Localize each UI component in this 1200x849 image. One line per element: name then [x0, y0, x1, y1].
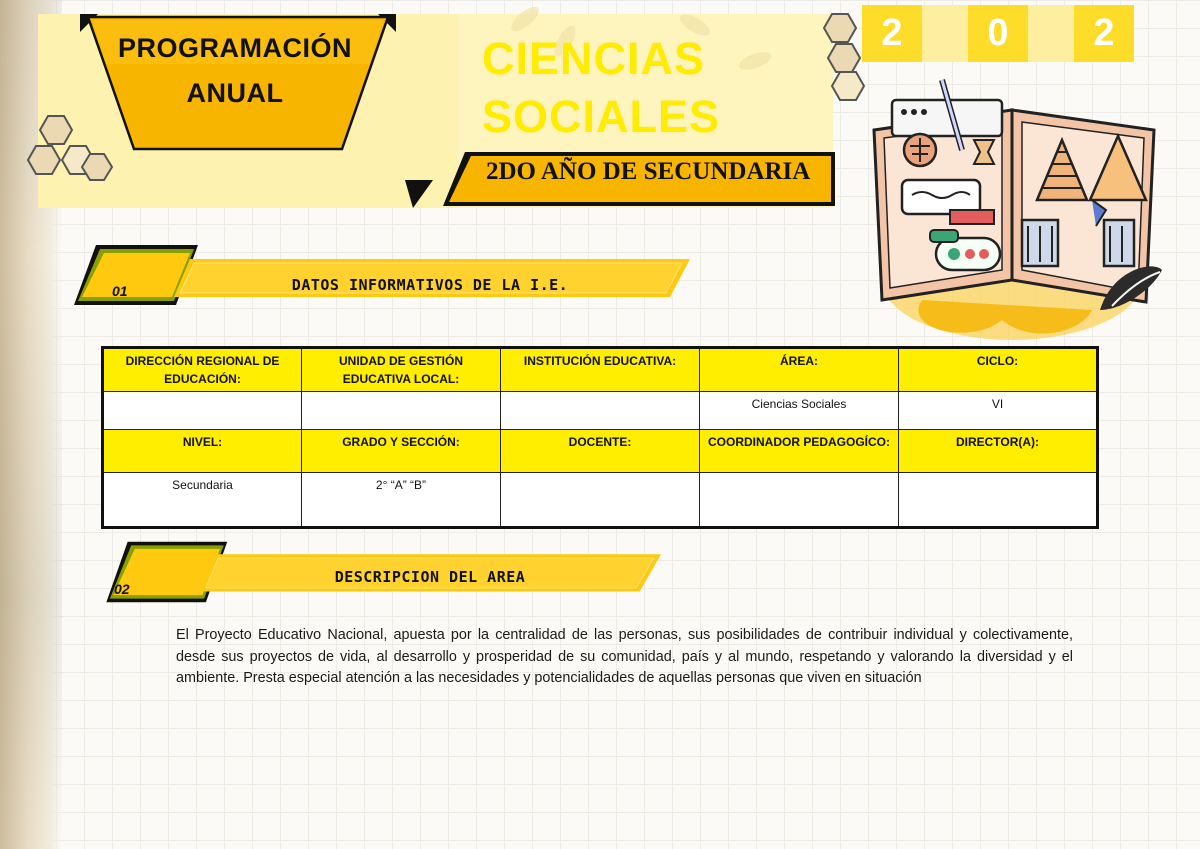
value-cell: [899, 473, 1098, 528]
value-cell: Ciencias Sociales: [700, 392, 899, 430]
year-gap-box: [1028, 5, 1074, 62]
section-1-title: DATOS INFORMATIVOS DE LA I.E.: [291, 276, 569, 294]
subject-title-line-1: CIENCIAS: [482, 33, 706, 84]
table-row: [103, 348, 1098, 392]
value-cell: Secundaria: [103, 473, 302, 528]
history-book-illustration: [862, 70, 1172, 350]
title-line-2: ANUAL: [186, 78, 284, 108]
table-row: [103, 473, 1098, 528]
honeycomb-icon: [26, 112, 116, 194]
page-title: [105, 26, 365, 116]
title-line-1: PROGRAMACIÓN: [118, 33, 352, 63]
header-cell: DIRECCIÓN REGIONAL DE EDUCACIÓN:: [103, 348, 302, 392]
table-row: [103, 430, 1098, 473]
header-cell: COORDINADOR PEDAGOGÍCO:: [700, 430, 899, 473]
section-2-number: 02: [114, 581, 130, 597]
value-cell: VI: [899, 392, 1098, 430]
school-info-table: [101, 346, 1099, 529]
year-digit: 2: [1093, 12, 1115, 54]
value-cell: [103, 392, 302, 430]
section-1-banner: [66, 243, 696, 307]
year-digit-box: [1074, 5, 1134, 62]
header-cell: DOCENTE:: [501, 430, 700, 473]
subject-title: [482, 30, 812, 146]
year-digit: 0: [987, 12, 1009, 54]
value-cell: [700, 473, 899, 528]
table-row: [103, 392, 1098, 430]
value-cell: [302, 392, 501, 430]
area-description: El Proyecto Educativo Nacional, apuesta por la centralidad de las personas, sus posibilidades de contribuir individual y colectivamente, desde sus proyectos de vida, al desarrollo y prosperidad de su comunidad, país y al mundo, respetando y valorando la diversidad y el ambiente. Presta especial atención a las necesidades y potencialidades de aquellas personas que viven en situación: [176, 627, 1073, 686]
value-cell: 2° “A” “B”: [302, 473, 501, 528]
year-gap-box: [922, 5, 968, 62]
year-digit: 2: [881, 12, 903, 54]
header-cell: UNIDAD DE GESTIÓN EDUCATIVA LOCAL:: [302, 348, 501, 392]
header-cell: NIVEL:: [103, 430, 302, 473]
header-cell: GRADO Y SECCIÓN:: [302, 430, 501, 473]
subject-title-line-2: SOCIALES: [482, 91, 721, 142]
header-cell: INSTITUCIÓN EDUCATIVA:: [501, 348, 700, 392]
grade-subtitle: 2DO AÑO DE SECUNDARIA: [486, 158, 811, 185]
value-cell: [501, 473, 700, 528]
section-2-title: DESCRIPCION DEL AREA: [334, 568, 526, 586]
header-cell: CICLO:: [899, 348, 1098, 392]
year-digit-box: [968, 5, 1028, 62]
section-1-number: 01: [112, 283, 128, 299]
header-cell: DIRECTOR(A):: [899, 430, 1098, 473]
value-cell: [501, 392, 700, 430]
header-cell: ÁREA:: [700, 348, 899, 392]
